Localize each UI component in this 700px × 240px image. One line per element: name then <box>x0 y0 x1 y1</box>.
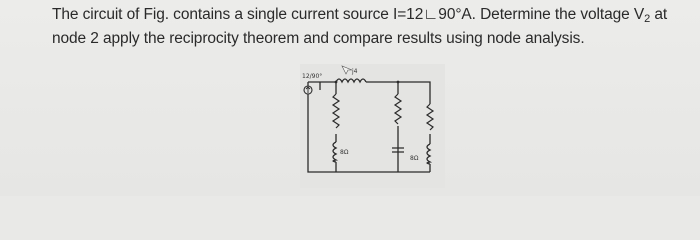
problem-statement <box>52 3 700 51</box>
circuit-diagram <box>300 64 445 188</box>
left-ohm-label: 8Ω <box>340 149 349 156</box>
problem-line-1 <box>52 3 700 27</box>
node-1-dot <box>335 81 338 84</box>
problem-line-2: node 2 apply the reciprocity theorem and compare results using node analysis. <box>52 30 585 47</box>
voltage-subscript: 2 <box>644 13 651 25</box>
top-inductor-label: j4 <box>352 68 358 75</box>
circuit-figure <box>300 64 445 188</box>
problem-line-1-text: The circuit of Fig. contains a single current source I=12∟90°A. Determine the voltage V <box>52 6 645 23</box>
problem-line-1-end: at <box>650 6 668 23</box>
source-label: 12/90° <box>302 73 323 80</box>
right-ohm-label: 8Ω <box>410 155 419 162</box>
node-2-dot <box>397 81 400 84</box>
